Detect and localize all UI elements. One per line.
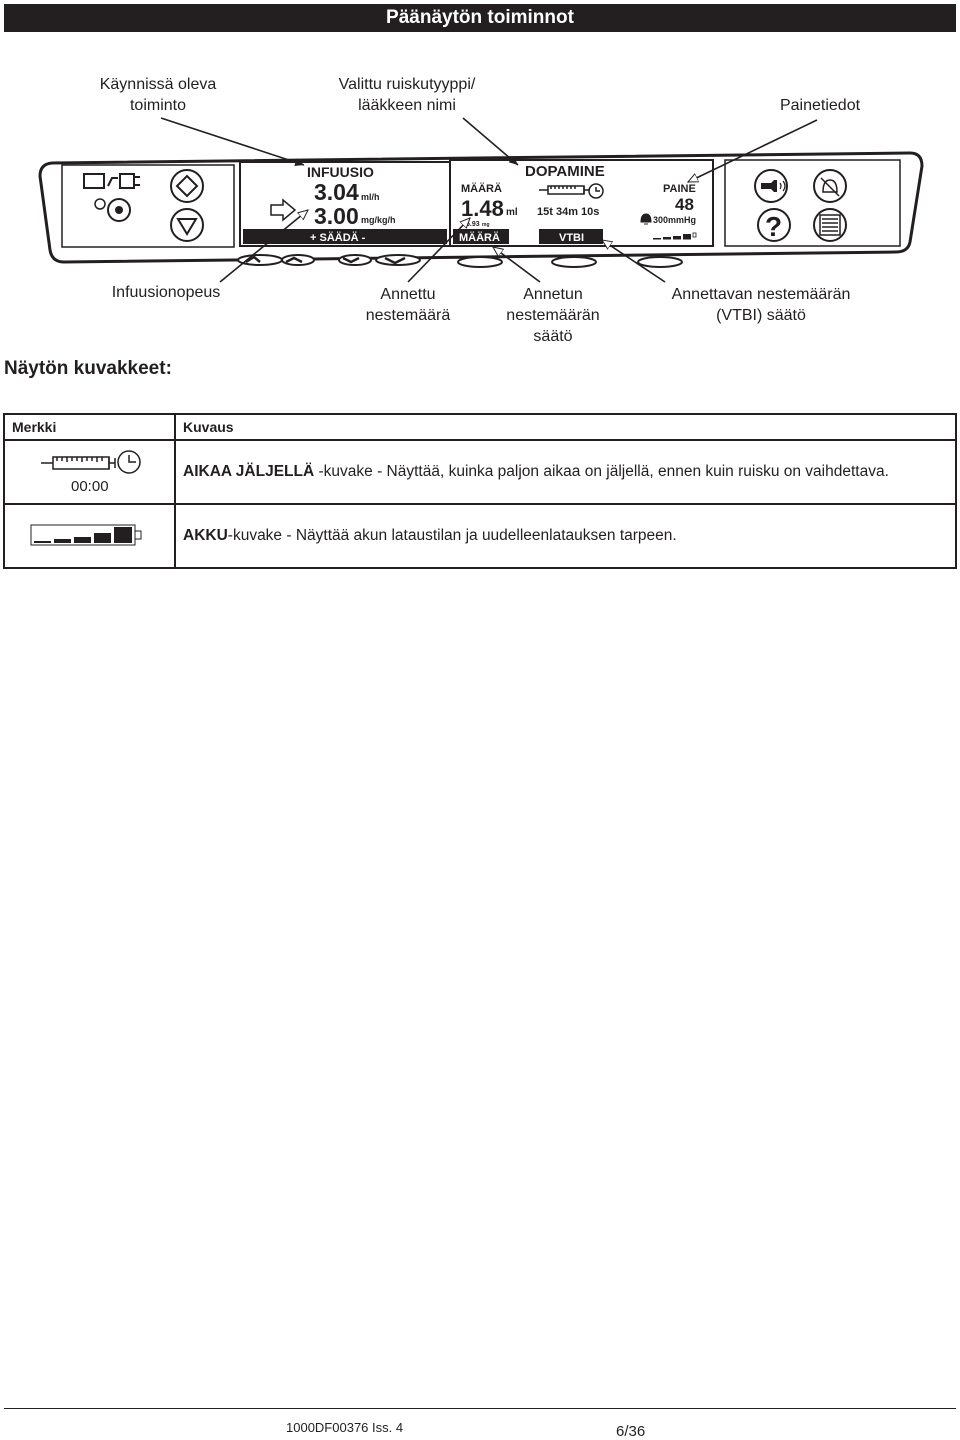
callout-line: nestemäärä (365, 307, 451, 324)
column-header-description: Kuvaus (175, 414, 956, 440)
adjust-softkey-label: + SÄÄDÄ - (310, 232, 366, 244)
footer-divider (4, 1408, 956, 1409)
pressure-label: PAINE (663, 183, 696, 195)
callout-line: Annettavan nestemäärän (671, 286, 851, 303)
page-header: Päänäytön toiminnot (4, 4, 956, 32)
rate-unit: ml/h (361, 192, 380, 202)
section-title: Näytön kuvakkeet: (4, 358, 172, 379)
description-text: -kuvake - Näyttää akun lataustilan ja uudelleenlatauksen tarpeen. (227, 527, 677, 544)
softkey-vtbi (552, 257, 596, 267)
softkey-adjust-down-2 (376, 255, 420, 265)
svg-text:00:00: 00:00 (70, 478, 109, 495)
volume-sub-unit: mg (482, 222, 490, 228)
description-term: AIKAA JÄLJELLÄ (183, 463, 315, 480)
mains-led (95, 199, 105, 209)
description-cell (175, 440, 956, 504)
description-text: -kuvake - Näyttää, kuinka paljon aikaa on jäljellä, ennen kuin ruisku on vaihdettava. (314, 463, 889, 480)
callout-pressure: Painetiedot (779, 97, 861, 114)
dose-unit: mg/kg/h (361, 215, 396, 225)
volume-label: MÄÄRÄ (461, 183, 502, 195)
svg-text:?: ? (765, 211, 783, 242)
volume-unit: ml (506, 207, 518, 218)
callout-vtbi-control (655, 284, 867, 326)
footer-doc-id: 1000DF00376 Iss. 4 (286, 1420, 404, 1435)
pressure-limit: 300mmHg (653, 215, 697, 225)
symbol-cell (4, 440, 175, 504)
stop-button-icon (171, 209, 203, 241)
table-row (4, 440, 956, 504)
volume-softkey-label: MÄÄRÄ (459, 232, 500, 244)
alarm-mute-button-icon (814, 170, 846, 202)
callout-infusion-rate: Infuusionopeus (111, 284, 221, 301)
column-header-symbol: Merkki (4, 414, 175, 440)
callout-line: Annettu (380, 286, 436, 303)
callout-line: lääkkeen nimi (358, 97, 456, 114)
softkey-adjust-up (238, 255, 282, 265)
callout-line: nestemäärän (506, 307, 600, 324)
pump-diagram (0, 0, 960, 400)
callout-line: Käynnissä oleva (99, 76, 217, 93)
rate-value: 3.04 (314, 179, 359, 205)
footer-page-number: 6/36 (616, 1423, 646, 1440)
callout-line: Valittu ruiskutyyppi/ (338, 76, 476, 93)
description-cell (175, 504, 956, 568)
dose-value: 3.00 (314, 203, 359, 229)
vtbi-softkey-label: VTBI (559, 232, 585, 244)
leader-running-function (161, 118, 304, 165)
syringe-clock-icon (35, 447, 145, 497)
callout-line: toiminto (129, 97, 187, 114)
volume-sub-value: 5.93 (466, 221, 480, 228)
menu-button-icon (814, 209, 846, 241)
callout-line: säätö (533, 328, 573, 345)
battery-level-icon (30, 521, 150, 551)
callout-volume-infused (354, 284, 462, 326)
pressure-value: 48 (675, 195, 694, 214)
symbol-cell (4, 504, 175, 568)
table-header-row (4, 414, 956, 440)
callout-volume-control (494, 284, 612, 347)
volume-value: 1.48 (461, 196, 504, 221)
help-button-icon (758, 209, 790, 242)
icons-table (3, 413, 957, 569)
drug-name: DOPAMINE (525, 163, 605, 180)
softkey-volume (458, 257, 502, 267)
table-row (4, 504, 956, 568)
start-button-icon (171, 170, 203, 202)
alarm-bell-icon (641, 214, 651, 224)
infusion-label: INFUUSIO (307, 164, 374, 180)
description-term: AKKU (183, 527, 228, 544)
callout-line: (VTBI) säätö (716, 307, 806, 324)
softkey-pressure (638, 257, 682, 267)
time-remaining: 15t 34m 10s (537, 206, 600, 218)
bolus-button-icon (755, 170, 787, 202)
callout-line: Annetun (523, 286, 583, 303)
